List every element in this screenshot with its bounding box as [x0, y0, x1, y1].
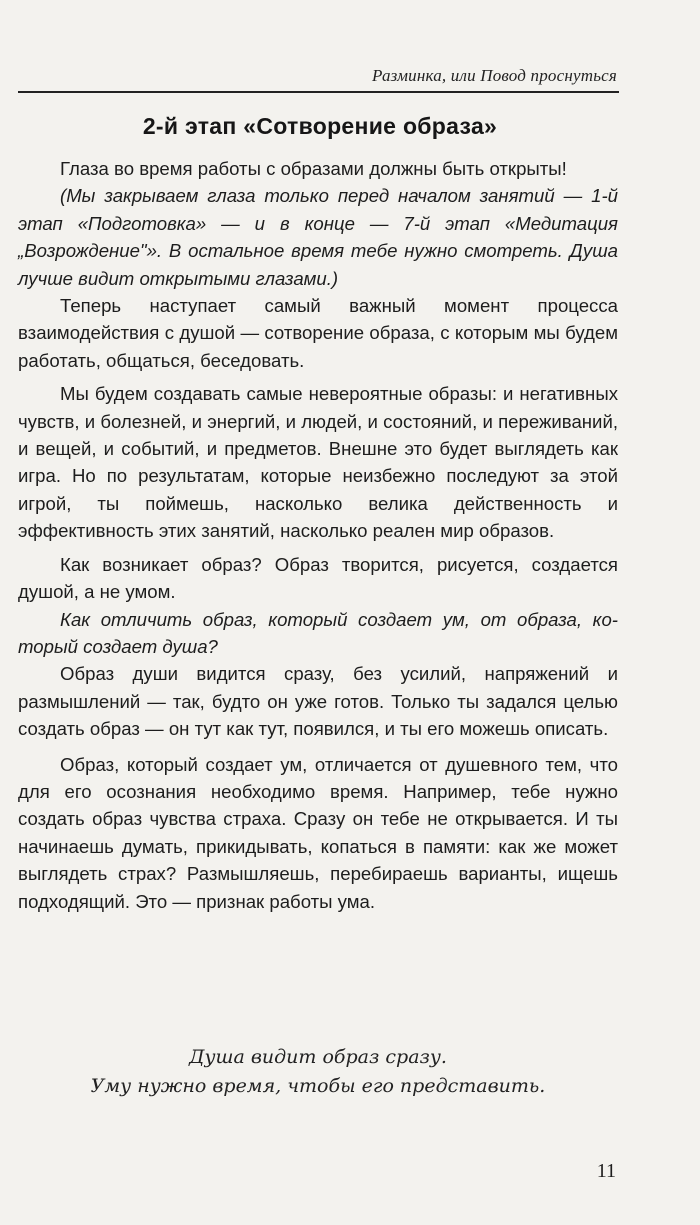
page-number: 11	[596, 1160, 616, 1182]
running-head: Разминка, или Повод проснуться	[372, 66, 617, 85]
motto-line-1: Душа видит образ сразу.	[189, 1046, 447, 1068]
paragraph-1: Глаза во время работы с образами должны быть открыты!	[60, 158, 567, 179]
paragraph-3: Теперь наступает самый важный момент процесса взаимодействия с душой — сотворение образа, с которым мы будем работать, общаться, беседовать.	[18, 295, 618, 371]
header-rule	[18, 91, 619, 93]
paragraph-4: Мы будем создавать самые невероятные образы: и негативных чувств, и болезней, и энергий, и людей, и состояний, и переживаний, и вещей, и событий, и предметов. Внешне это будет выглядеть как игра. Но по результатам, которые неизбежно последуют за этой игрой, ты поймешь, насколько велика действенность и эффективность этих занятий, насколько реален мир образов.	[18, 383, 618, 542]
body-text	[18, 155, 618, 915]
paragraph-2-note: (Мы закрываем глаза только перед началом занятий — 1-й этап «Подготовка» — и в конце — 7-й этап «Медитация „Возрождение"». В остальное время тебе нужно смотреть. Душа лучше видит открытыми глазами.)	[18, 185, 618, 289]
paragraph-6-question: Как отличить образ, который создает ум, от образа, который создает душа?	[18, 608, 618, 657]
motto	[18, 1043, 618, 1101]
motto-line-2: Уму нужно время, чтобы его представить.	[90, 1075, 546, 1097]
paragraph-8: Образ, который создает ум, отличается от душевного тем, что для его осознания необходимо время. Например, тебе нужно создать образ чувства страха. Сразу он тебе не открывается. И ты начинаешь думать, прикидывать, копаться в памяти: как же может выглядеть страх? Размышляешь, перебираешь варианты, ищешь подходящий. Это — признак работы ума.	[18, 753, 618, 912]
paragraph-7: Образ души видится сразу, без усилий, напряжений и размышлений — так, будто он уже готов. Только ты задался целью создать образ — он тут как тут, появился, и ты его можешь описать.	[18, 663, 618, 740]
paragraph-5: Как возникает образ? Образ творится, рисуется, создается душой, а не умом.	[18, 553, 618, 603]
section-title: 2-й этап «Сотворение образа»	[142, 113, 498, 139]
